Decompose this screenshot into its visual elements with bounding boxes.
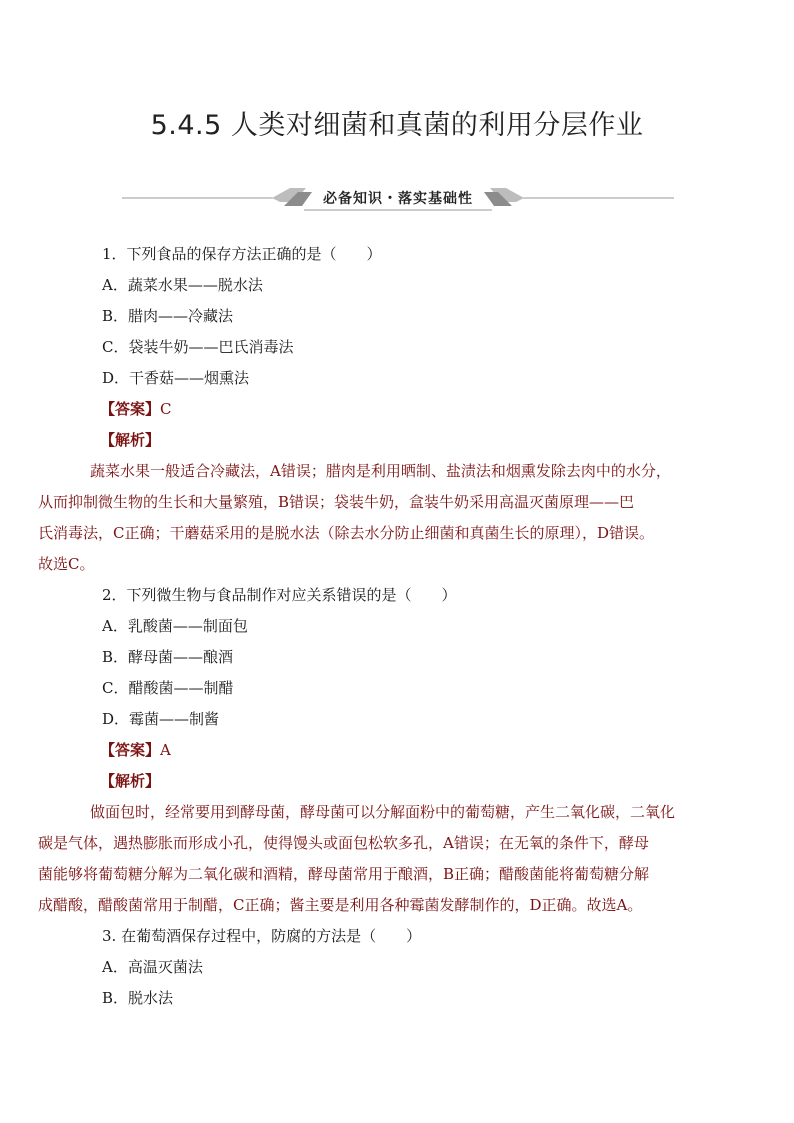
option: C．袋装牛奶——巴氏消毒法 xyxy=(102,338,294,356)
explanation-line: 做面包时，经常要用到酵母菌，酵母菌可以分解面粉中的葡萄糖，产生二氧化碳，二氧化 xyxy=(90,803,676,821)
explanation-label xyxy=(90,425,730,456)
answer-label: 【答案】 xyxy=(100,400,161,418)
answer-row xyxy=(90,394,730,425)
explanation xyxy=(38,456,730,580)
explanation-line: 从而抑制微生物的生长和大量繁殖，B错误；袋装牛奶，盒装牛奶采用高温灭菌原理——巴 xyxy=(38,493,635,511)
option: A．乳酸菌——制面包 xyxy=(102,617,248,635)
question-stem: 3. 在葡萄酒保存过程中，防腐的方法是（ ） xyxy=(102,927,422,945)
explanation-label-text: 【解析】 xyxy=(100,431,161,449)
answer-row xyxy=(90,735,730,766)
option: B．脱水法 xyxy=(102,989,174,1007)
explanation-label xyxy=(90,766,730,797)
explanation-line: 故选C。 xyxy=(38,555,95,573)
option: A．蔬菜水果——脱水法 xyxy=(102,276,263,294)
explanation-line: 碳是气体，遇热膨胀而形成小孔，使得馒头或面包松软多孔，A错误；在无氧的条件下，酵母 xyxy=(38,834,649,852)
explanation-line: 成醋酸，醋酸菌常用于制醋，C正确；酱主要是利用各种霉菌发酵制作的，D正确。故选A。 xyxy=(38,896,643,914)
explanation-line: 蔬菜水果一般适合冷藏法，A错误；腊肉是利用晒制、盐渍法和烟熏发除去肉中的水分， xyxy=(90,462,671,480)
answer-label: 【答案】 xyxy=(100,741,161,759)
answer-value: C xyxy=(160,400,172,418)
explanation-line: 氏消毒法，C正确；干蘑菇采用的是脱水法（除去水分防止细菌和真菌生长的原理），D错误。 xyxy=(38,524,655,542)
option: C．醋酸菌——制醋 xyxy=(102,679,234,697)
option: A．高温灭菌法 xyxy=(102,958,203,976)
banner-title: 必备知识・落实基础性 xyxy=(323,191,473,207)
section-banner xyxy=(122,184,674,214)
explanation xyxy=(38,797,730,921)
option: D．霉菌——制酱 xyxy=(102,710,220,728)
explanation-line: 菌能够将葡萄糖分解为二氧化碳和酒精，酵母菌常用于酿酒，B正确；醋酸菌能将葡萄糖分解 xyxy=(38,865,650,883)
option: B．腊肉——冷藏法 xyxy=(102,307,234,325)
explanation-label-text: 【解析】 xyxy=(100,772,161,790)
question-stem: 1．下列食品的保存方法正确的是（ ） xyxy=(102,245,382,263)
option: B．酵母菌——酿酒 xyxy=(102,648,234,666)
question-stem: 2．下列微生物与食品制作对应关系错误的是（ ） xyxy=(102,586,457,604)
page-title: 5.4.5 人类对细菌和真菌的利用分层作业 xyxy=(150,110,644,141)
answer-value: A xyxy=(160,741,171,759)
question-list xyxy=(38,239,730,1014)
option: D．干香菇——烟熏法 xyxy=(102,369,250,387)
